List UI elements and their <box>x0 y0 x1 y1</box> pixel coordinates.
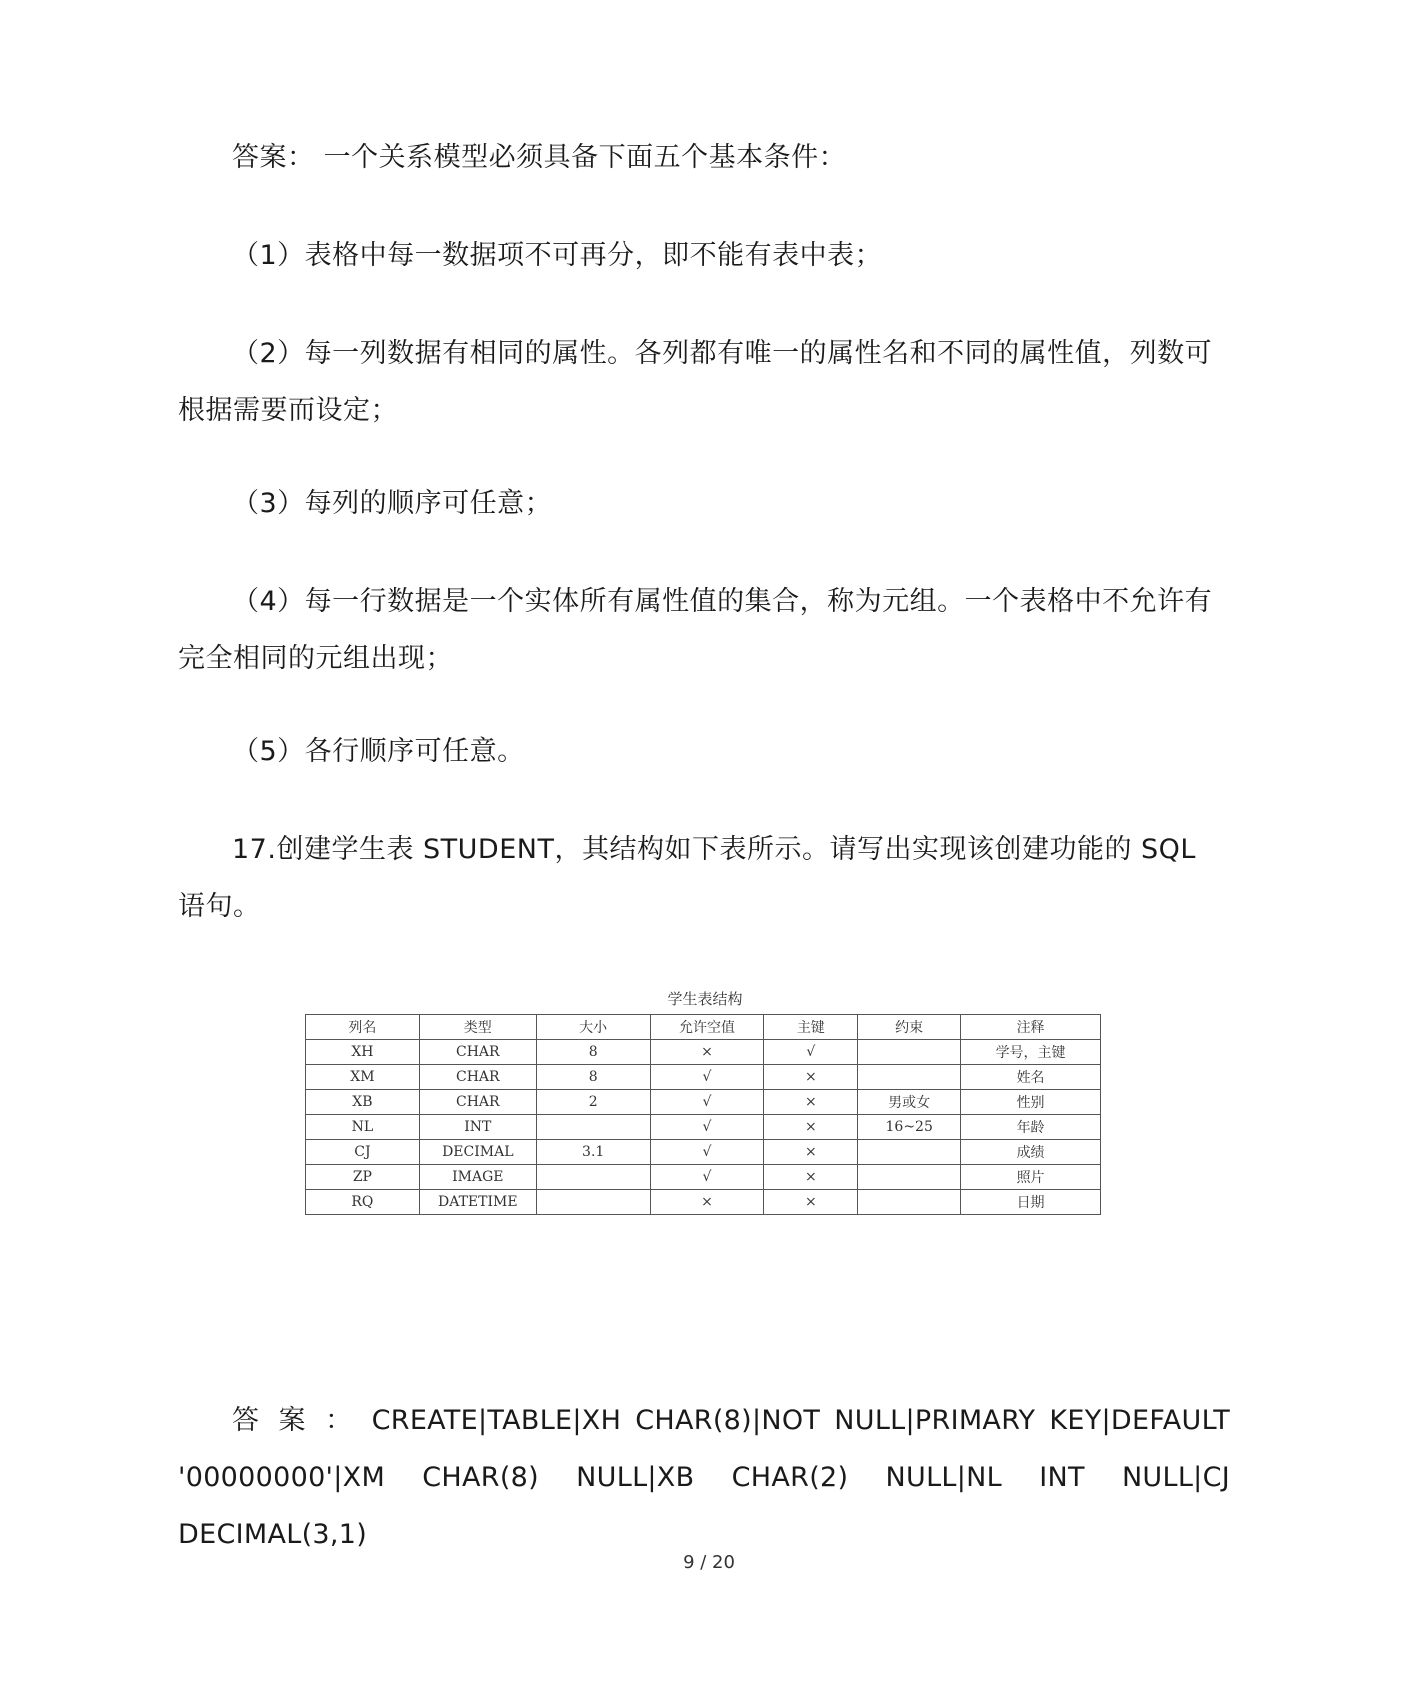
table-cell: IMAGE <box>419 1165 536 1190</box>
header-cell: 类型 <box>419 1015 536 1040</box>
table-cell: × <box>650 1040 764 1065</box>
table-title: 学生表结构 <box>667 990 743 1008</box>
header-cell: 注释 <box>961 1015 1101 1040</box>
table-cell: √ <box>650 1090 764 1115</box>
table-cell: XB <box>306 1090 420 1115</box>
table-row <box>306 1190 1101 1215</box>
condition-3: （3）每列的顺序可任意； <box>232 488 553 519</box>
table-row <box>306 1115 1101 1140</box>
table-cell: DATETIME <box>419 1190 536 1215</box>
condition-2: （2）每一列数据有相同的属性。各列都有唯一的属性名和不同的属性值，列数可根据需要而设定； <box>178 338 1213 426</box>
table-row <box>306 1040 1101 1065</box>
condition-4: （4）每一行数据是一个实体所有属性值的集合，称为元组。一个表格中不允许有完全相同的元组出现； <box>178 586 1213 674</box>
table-cell: 性别 <box>961 1090 1101 1115</box>
header-cell: 主键 <box>764 1015 858 1040</box>
table-cell: × <box>764 1115 858 1140</box>
table-cell: 年龄 <box>961 1115 1101 1140</box>
sql-answer-line-2: '00000000'|XM CHAR(8) NULL|XB CHAR(2) NULL|NL INT NULL|CJ DECIMAL(3,1) <box>178 1462 1230 1550</box>
table-cell: √ <box>650 1165 764 1190</box>
table-cell: CHAR <box>419 1065 536 1090</box>
table-cell: × <box>764 1165 858 1190</box>
table-cell: 16~25 <box>858 1115 961 1140</box>
table-cell: × <box>650 1190 764 1215</box>
table-cell: 3.1 <box>536 1140 650 1165</box>
table-row <box>306 1090 1101 1115</box>
table-cell: √ <box>650 1115 764 1140</box>
table-cell: CHAR <box>419 1090 536 1115</box>
table-cell: CHAR <box>419 1040 536 1065</box>
table-cell: 8 <box>536 1065 650 1090</box>
table-row <box>306 1140 1101 1165</box>
table-cell: × <box>764 1065 858 1090</box>
table-cell <box>536 1115 650 1140</box>
page-number: 9 / 20 <box>683 1552 735 1573</box>
table-cell: 照片 <box>961 1165 1101 1190</box>
table-cell <box>858 1165 961 1190</box>
table-cell: × <box>764 1190 858 1215</box>
table-cell: 成绩 <box>961 1140 1101 1165</box>
header-cell: 允许空值 <box>650 1015 764 1040</box>
header-cell: 大小 <box>536 1015 650 1040</box>
question-17: 17.创建学生表 STUDENT，其结构如下表所示。请写出实现该创建功能的 SQL 语句。 <box>178 834 1196 922</box>
table-cell: √ <box>650 1140 764 1165</box>
table-cell: × <box>764 1140 858 1165</box>
table-cell: × <box>764 1090 858 1115</box>
table-cell: ZP <box>306 1165 420 1190</box>
table-cell <box>536 1190 650 1215</box>
table-row <box>306 1065 1101 1090</box>
student-structure-table <box>305 1014 1101 1215</box>
table-header-row <box>306 1015 1101 1040</box>
sql-answer-line-1: 答 案 ： CREATE|TABLE|XH CHAR(8)|NOT NULL|PRIMARY KEY|DEFAULT <box>232 1405 1230 1436</box>
table-cell <box>858 1140 961 1165</box>
table-cell: XH <box>306 1040 420 1065</box>
header-cell: 列名 <box>306 1015 420 1040</box>
table-cell: 8 <box>536 1040 650 1065</box>
table-cell: 姓名 <box>961 1065 1101 1090</box>
table-cell <box>536 1165 650 1190</box>
table-cell: 2 <box>536 1090 650 1115</box>
table-cell <box>858 1190 961 1215</box>
table-cell: NL <box>306 1115 420 1140</box>
sql-answer <box>178 1392 1230 1563</box>
table-cell: √ <box>764 1040 858 1065</box>
table-row <box>306 1165 1101 1190</box>
header-cell: 约束 <box>858 1015 961 1040</box>
table-cell: 日期 <box>961 1190 1101 1215</box>
table-cell: CJ <box>306 1140 420 1165</box>
table-cell: INT <box>419 1115 536 1140</box>
table-cell: 男或女 <box>858 1090 961 1115</box>
answer-intro: 答案： 一个关系模型必须具备下面五个基本条件： <box>232 142 847 173</box>
table-cell: √ <box>650 1065 764 1090</box>
table-cell <box>858 1040 961 1065</box>
condition-5: （5）各行顺序可任意。 <box>232 736 525 767</box>
condition-1: （1）表格中每一数据项不可再分，即不能有表中表； <box>232 240 883 271</box>
table-cell <box>858 1065 961 1090</box>
table-cell: DECIMAL <box>419 1140 536 1165</box>
table-cell: RQ <box>306 1190 420 1215</box>
table-cell: 学号，主键 <box>961 1040 1101 1065</box>
table-cell: XM <box>306 1065 420 1090</box>
